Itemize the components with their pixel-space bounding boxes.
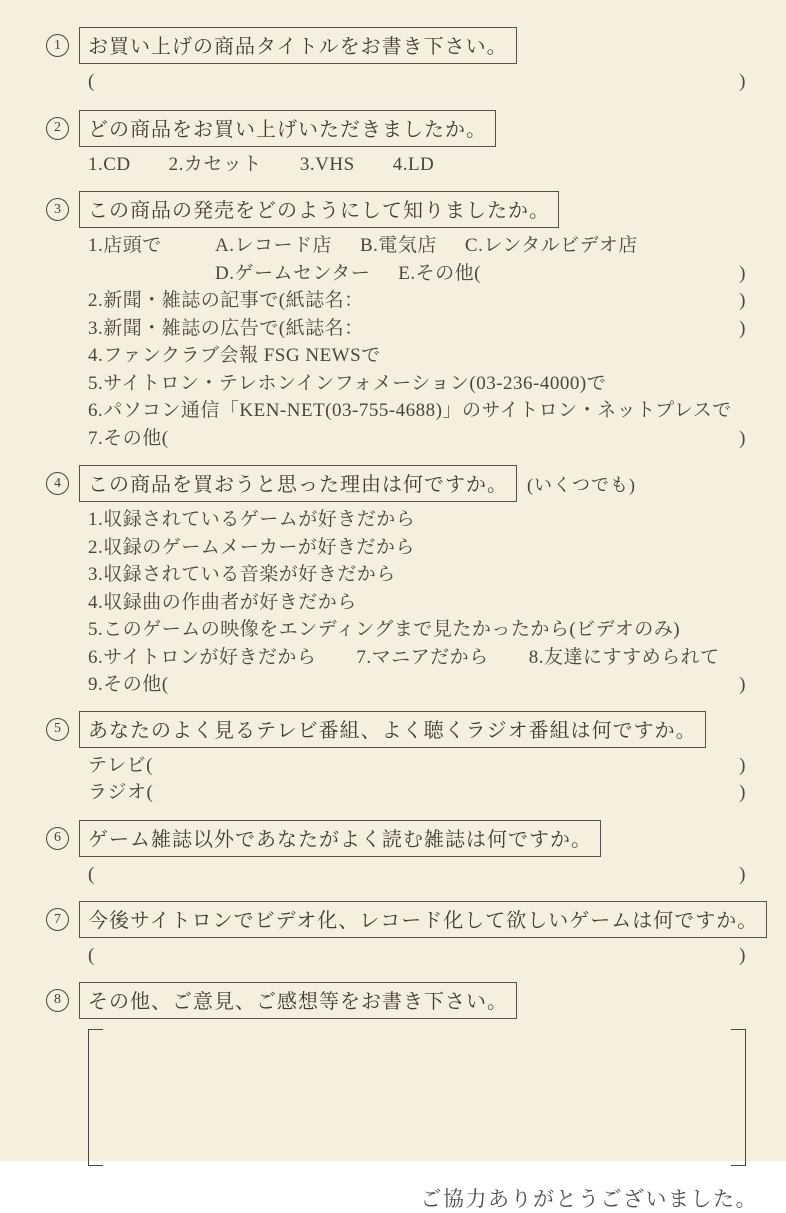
paren-close: ) — [739, 782, 746, 803]
question-2-title: どの商品をお買い上げいただきましたか。 — [79, 110, 496, 147]
option-text: 5.サイトロン・テレホンインフォメーション(03-236-4000)で — [88, 372, 607, 394]
option-ld: 4.LD — [392, 153, 435, 175]
question-3-header — [46, 191, 746, 228]
option-text: 9.その他( — [88, 674, 169, 695]
question-4-option-3 — [88, 561, 746, 589]
question-1-answers — [88, 68, 746, 96]
comment-bracket-right — [731, 1029, 746, 1166]
question-4-note: (いくつでも) — [527, 474, 636, 495]
question-1-title: お買い上げの商品タイトルをお書き下さい。 — [79, 27, 517, 64]
question-3-option-store — [88, 232, 746, 260]
question-6-digit: 6 — [54, 830, 61, 845]
option-cd: 1.CD — [88, 153, 131, 175]
question-5-answers — [88, 752, 746, 807]
option-rental-video-shop: C.レンタルビデオ店 — [464, 235, 638, 256]
question-6-answers — [88, 861, 746, 889]
question-3-option-telephone — [88, 370, 746, 398]
question-1 — [46, 27, 746, 96]
question-1-circled-number — [46, 34, 69, 57]
question-4-title: この商品を買おうと思った理由は何ですか。 — [79, 465, 517, 502]
question-2-digit: 2 — [54, 120, 61, 135]
question-7 — [46, 901, 759, 970]
option-record-shop: A.レコード店 — [215, 235, 332, 256]
paren-open: ( — [88, 71, 95, 92]
question-3-option-fanclub — [88, 342, 746, 370]
question-6-title: ゲーム雑誌以外であなたがよく読む雑誌は何ですか。 — [79, 820, 601, 857]
option-text: 3.新聞・雑誌の広告で(紙誌名： — [88, 317, 364, 339]
question-1-answer-blank — [88, 68, 746, 96]
question-2-header — [46, 110, 746, 147]
paren-close: ) — [739, 71, 746, 92]
question-2 — [46, 110, 746, 179]
option-electronics-shop: B.電気店 — [359, 235, 437, 256]
question-8-comment-area — [88, 1029, 746, 1166]
question-4-option-1 — [88, 506, 746, 534]
option-text: 2.新聞・雑誌の記事で(紙誌名： — [88, 290, 364, 311]
option-likes-scitron: 6.サイトロンが好きだから — [88, 646, 317, 668]
question-4-option-2 — [88, 534, 746, 562]
option-text: 6.パソコン通信「KEN-NET(03-755-4688)」のサイトロン・ネットプレスで — [88, 400, 732, 421]
question-8-digit: 8 — [54, 992, 61, 1007]
question-2-circled-number — [46, 117, 69, 140]
closing-message: ご協力ありがとうございました。 — [420, 1186, 758, 1211]
question-3-answers — [88, 232, 746, 452]
question-4 — [46, 465, 746, 699]
question-8-title: その他、ご意見、ご感想等をお書き下さい。 — [79, 982, 517, 1019]
question-4-digit: 4 — [54, 475, 61, 491]
question-3-option-store-2 — [88, 260, 746, 288]
question-3-circled-number — [46, 198, 69, 221]
question-4-header — [46, 465, 746, 502]
question-8-header — [46, 982, 746, 1019]
option-text: 4.ファンクラブ会報 FSG NEWSで — [88, 345, 381, 366]
question-3-option-article — [88, 287, 746, 315]
comment-bracket-left — [88, 1029, 103, 1166]
option-friend-recommended: 8.友達にすすめられて — [528, 646, 720, 668]
question-8-circled-number — [46, 989, 69, 1012]
question-3-digit: 3 — [54, 201, 61, 217]
question-7-circled-number — [46, 908, 69, 931]
option-text: 7.その他( — [88, 427, 169, 449]
question-7-answer-blank — [88, 942, 746, 970]
paren-close: ) — [739, 262, 746, 284]
question-7-answers — [88, 942, 746, 970]
option-text: 1.収録されているゲームが好きだから — [88, 509, 416, 530]
option-text: 3.収録されている音楽が好きだから — [88, 564, 396, 585]
paren-close: ) — [739, 754, 746, 776]
paren-close: ) — [739, 290, 746, 311]
question-4-answers — [88, 506, 746, 699]
question-7-header — [46, 901, 759, 938]
option-text: 2.収録のゲームメーカーが好きだから — [88, 536, 415, 558]
question-8 — [46, 982, 746, 1166]
question-3-option-ad — [88, 315, 746, 343]
paren-close: ) — [739, 863, 746, 885]
question-6-header — [46, 820, 746, 857]
option-store-other: E.その他( — [398, 262, 481, 284]
question-3-title: この商品の発売をどのようにして知りましたか。 — [79, 191, 559, 228]
option-cassette: 2.カセット — [168, 153, 262, 175]
question-3-option-other — [88, 425, 746, 453]
paren-close: ) — [739, 945, 746, 966]
option-store-label: 1.店頭で — [88, 235, 162, 256]
paren-close: ) — [739, 674, 746, 695]
question-7-digit: 7 — [54, 911, 61, 927]
question-5 — [46, 711, 746, 807]
question-6 — [46, 820, 746, 889]
question-4-circled-number — [46, 472, 69, 495]
option-vhs: 3.VHS — [299, 153, 355, 175]
question-6-circled-number — [46, 827, 69, 850]
question-4-options-6-7-8 — [88, 644, 746, 672]
question-5-digit: 5 — [54, 721, 61, 736]
answer-label: ラジオ( — [88, 782, 154, 803]
question-4-option-4 — [88, 589, 746, 617]
question-5-title: あなたのよく見るテレビ番組、よく聴くラジオ番組は何ですか。 — [79, 711, 706, 748]
question-5-tv-blank — [88, 752, 746, 780]
paren-open: ( — [88, 863, 95, 885]
answer-label: テレビ( — [88, 754, 153, 776]
paren-close: ) — [739, 317, 746, 339]
question-5-header — [46, 711, 746, 748]
option-text: 5.このゲームの映像をエンディングまで見たかったから(ビデオのみ) — [88, 619, 681, 640]
option-text: 4.収録曲の作曲者が好きだから — [88, 591, 357, 613]
question-4-option-other — [88, 671, 746, 699]
question-2-options — [88, 151, 746, 179]
question-6-answer-blank — [88, 861, 746, 889]
paren-open: ( — [88, 945, 95, 966]
question-1-digit: 1 — [54, 37, 61, 53]
question-2-answers — [88, 151, 746, 179]
question-4-option-5 — [88, 616, 746, 644]
question-5-radio-blank — [88, 779, 746, 807]
option-mania: 7.マニアだから — [356, 646, 489, 668]
question-3 — [46, 191, 746, 452]
paren-close: ) — [739, 427, 746, 449]
question-1-header — [46, 27, 746, 64]
question-5-circled-number — [46, 718, 69, 741]
question-3-option-pc-net — [88, 397, 746, 425]
question-7-title: 今後サイトロンでビデオ化、レコード化して欲しいゲームは何ですか。 — [79, 901, 767, 938]
option-game-center: D.ゲームセンター — [215, 262, 371, 284]
